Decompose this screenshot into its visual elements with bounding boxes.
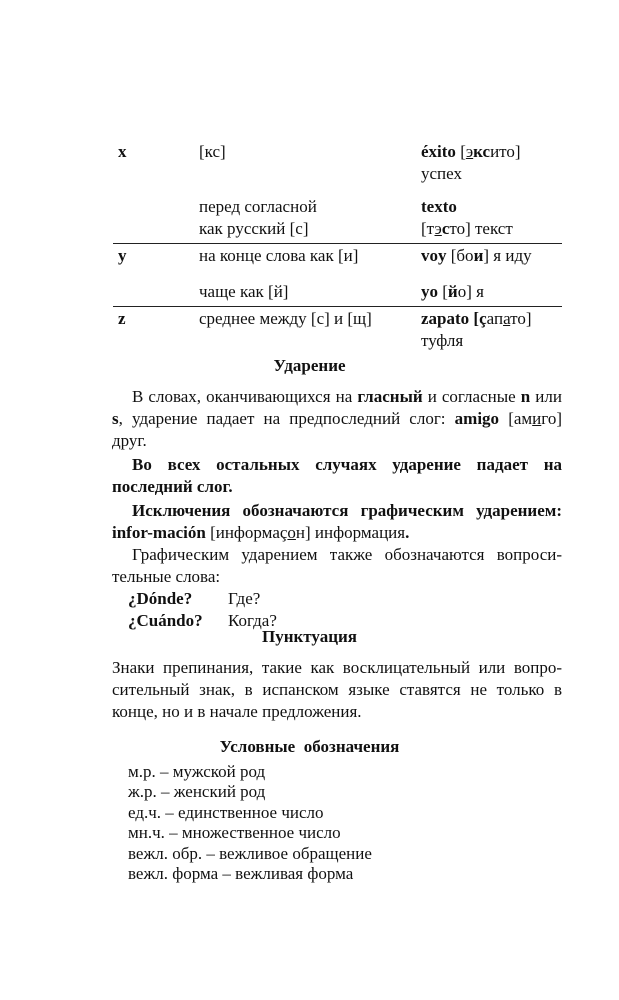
table-row-y <box>113 243 562 303</box>
stress-paragraph-3: Исключения обозначаются графическим ударением: infor-mación [информаçон] информация. <box>112 501 562 542</box>
section-heading-punctuation: Пунктуация <box>261 627 357 646</box>
abbreviation-item: м.р. – мужской род <box>128 762 266 781</box>
description-cell: чаще как [й] <box>199 282 289 301</box>
stress-paragraph-1: В словах, оканчивающихся на гласный и согласные n или s, ударение падает на предпоследний слог: amigo [амиго] друг. <box>112 387 562 450</box>
stressed-vowel: и <box>532 409 542 428</box>
description-cell: как русский [с] <box>199 219 309 238</box>
punctuation-paragraph: Знаки препинания, такие как восклицательный или вопро-сительный знак, в испанском языке ставятся не только в конце, но и в начале предложения. <box>112 658 562 721</box>
question-word-ru: Где? <box>228 589 261 608</box>
abbreviation-item: вежл. форма – вежливая форма <box>128 864 354 884</box>
pronunciation-table <box>113 141 562 352</box>
example-word: zapato <box>421 309 470 328</box>
letter-cell: z <box>118 309 126 328</box>
table-row-x <box>113 141 562 240</box>
section-heading-legend: Условные обозначения <box>219 737 400 756</box>
stress-section <box>112 386 562 632</box>
stressed-vowel: о <box>287 523 296 542</box>
table-row-z <box>113 306 562 352</box>
example-word: texto <box>421 197 457 216</box>
question-word-es: ¿Cuándo? <box>128 611 203 630</box>
punctuation-section <box>112 657 562 723</box>
stress-paragraph-2: Во всех остальных случаях ударение падает на последний слог. <box>112 455 562 496</box>
example-word: voy <box>421 246 447 265</box>
section-heading-stress: Ударение <box>273 356 346 375</box>
example-cell: [тэсто] текст <box>421 219 513 238</box>
description-cell: [кс] <box>199 142 226 161</box>
description-cell: перед согласной <box>199 197 317 216</box>
question-word-es: ¿Dónde? <box>128 589 193 608</box>
example-cell: voy [бои] я иду <box>421 246 532 265</box>
description-cell: среднее между [с] и [щ] <box>199 309 372 328</box>
example-cell: zapato [çапато] <box>421 309 532 328</box>
abbreviation-item: мн.ч. – множественное число <box>128 823 341 843</box>
example-word: éxito <box>421 142 456 161</box>
gloss-cell: успех <box>421 164 462 183</box>
letter-cell: x <box>118 142 127 161</box>
stressed-vowel: э <box>434 219 442 238</box>
abbreviation-item: вежл. обр. – вежливое обращение <box>128 843 372 863</box>
gloss-cell: туфля <box>421 331 464 350</box>
stress-paragraph-4: Графическим ударением также обозначаются вопроси-тельные слова: <box>112 545 562 586</box>
example-cell: éxito [эксито] <box>421 142 521 161</box>
stressed-vowel: а <box>503 309 511 328</box>
abbreviation-item: ед.ч. – единственное число <box>128 802 324 822</box>
abbreviation-item: ж.р. – женский род <box>128 782 266 802</box>
question-word-ru: Когда? <box>228 611 277 630</box>
letter-cell: y <box>118 246 127 265</box>
question-word-row <box>112 588 562 610</box>
stressed-vowel: э <box>465 142 474 161</box>
example-word: yo <box>421 282 438 301</box>
description-cell: на конце слова как [и] <box>199 246 359 265</box>
abbreviation-list <box>128 762 372 884</box>
example-cell: yo [йо] я <box>421 282 484 301</box>
